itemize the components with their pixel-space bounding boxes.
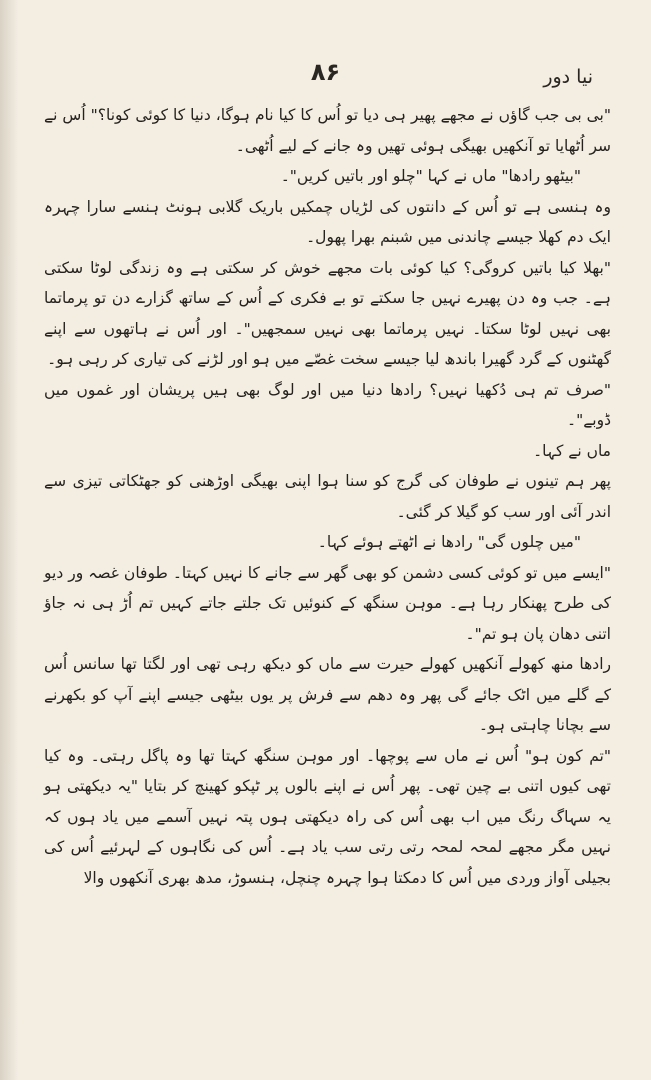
paragraph: ماں نے کہا۔ <box>533 441 611 460</box>
paragraph: رادھا منھ کھولے آنکھیں کھولے حیرت سے ماں کو دیکھ رہی تھی اور لگتا تھا سانس اُس کے گلے میں اٹک جائے گی پھر وہ دھم سے فرش پر یوں بیٹھی جیسے اپنے آپ کو بکھرنے سے بچانا چاہتی ہو۔ <box>44 655 611 734</box>
page-number: ۸۶ <box>310 58 341 86</box>
page-body <box>44 100 611 893</box>
paragraph: "صرف تم ہی دُکھیا نہیں؟ رادھا دنیا میں اور لوگ بھی ہیں پریشان اور غموں میں ڈوبے"۔ <box>44 380 611 429</box>
paragraph: "بیٹھو رادھا" ماں نے کہا "چلو اور باتیں کریں"۔ <box>280 167 581 185</box>
paragraph: "ایسے میں تو کوئی کسی دشمن کو بھی گھر سے جانے کا نہیں کہتا۔ طوفان غصہ ور دیو کی طرح پھنکار رہا ہے۔ موہن سنگھ کے کنوئیں تک جلتے جاتے کہیں تم اُڑ ہی نہ جاؤ اتنی دھان پان ہو تم"۔ <box>44 563 611 643</box>
paragraph: "بھلا کیا باتیں کروگی؟ کیا کوئی بات مجھے خوش کر سکتی ہے وہ زندگی لوٹا سکتی ہے۔ جب وہ دن پھیرے نہیں جا سکتے تو بے فکری کے اُس کے ساتھ گزارے دن تو پرماتما بھی نہیں لوٹا سکتا۔ نہیں پرماتما بھی نہیں سمجھیں"۔ اور اُس نے ہاتھوں سے اپنے گھٹنوں کے گرد گھیرا باندھ لیا جیسے سخت غصّے میں ہو اور لڑنے کی تیاری کر رہی ہو۔ <box>44 258 611 368</box>
paragraph: وہ ہنسی ہے تو اُس کے دانتوں کی لڑیاں چمکیں باریک گلابی ہونٹ ہنسے سارا چہرہ ایک دم کھلا جیسے چاندنی میں شبنم بھرا پھول۔ <box>44 197 611 246</box>
page-gutter-shadow <box>0 0 18 1080</box>
paragraph: پھر ہم تینوں نے طوفان کی گرج کو سنا ہوا اپنی بھیگی اوڑھنی کو جھٹکاتی تیزی سے اندر آئی اور سب کو گیلا کر گئی۔ <box>44 472 611 521</box>
paragraph: "تم کون ہو" اُس نے ماں سے پوچھا۔ اور موہن سنگھ کہتا تھا وہ پاگل رہتی۔ وہ کیا تھی کیوں اتنی بے چین تھی۔ پھر اُس نے اپنے بالوں پر ٹپکو کھینچ کر بتایا "یہ دیکھتی ہو یہ سہاگ رنگ میں اب بھی اُس کی راہ دیکھتی ہوں پتہ نہیں آسمے میں یاد ہوں کہ نہیں مگر مجھے لمحہ لمحہ رتی رتی سب یاد ہے۔ اُس کی نگاہوں کے لہرئیے اُس کی بجیلی آواز وردی میں اُس کا دمکتا ہوا چہرہ چنچل، ہنسوڑ، مدھ بھری آنکھوں والا <box>44 746 611 887</box>
journal-title: نیا دور <box>543 66 593 88</box>
paragraph: "بی بی جب گاؤں نے مجھے پھیر ہی دیا تو اُس کا کیا نام ہوگا، دنیا کا کوئی کونا؟" اُس نے سر اُٹھایا تو آنکھیں بھیگی ہوئی تھیں وہ جانے کے لیے اُٹھی۔ <box>44 106 611 155</box>
paragraph: "میں چلوں گی" رادھا نے اٹھتے ہوئے کہا۔ <box>317 533 581 551</box>
page-header <box>40 58 611 98</box>
